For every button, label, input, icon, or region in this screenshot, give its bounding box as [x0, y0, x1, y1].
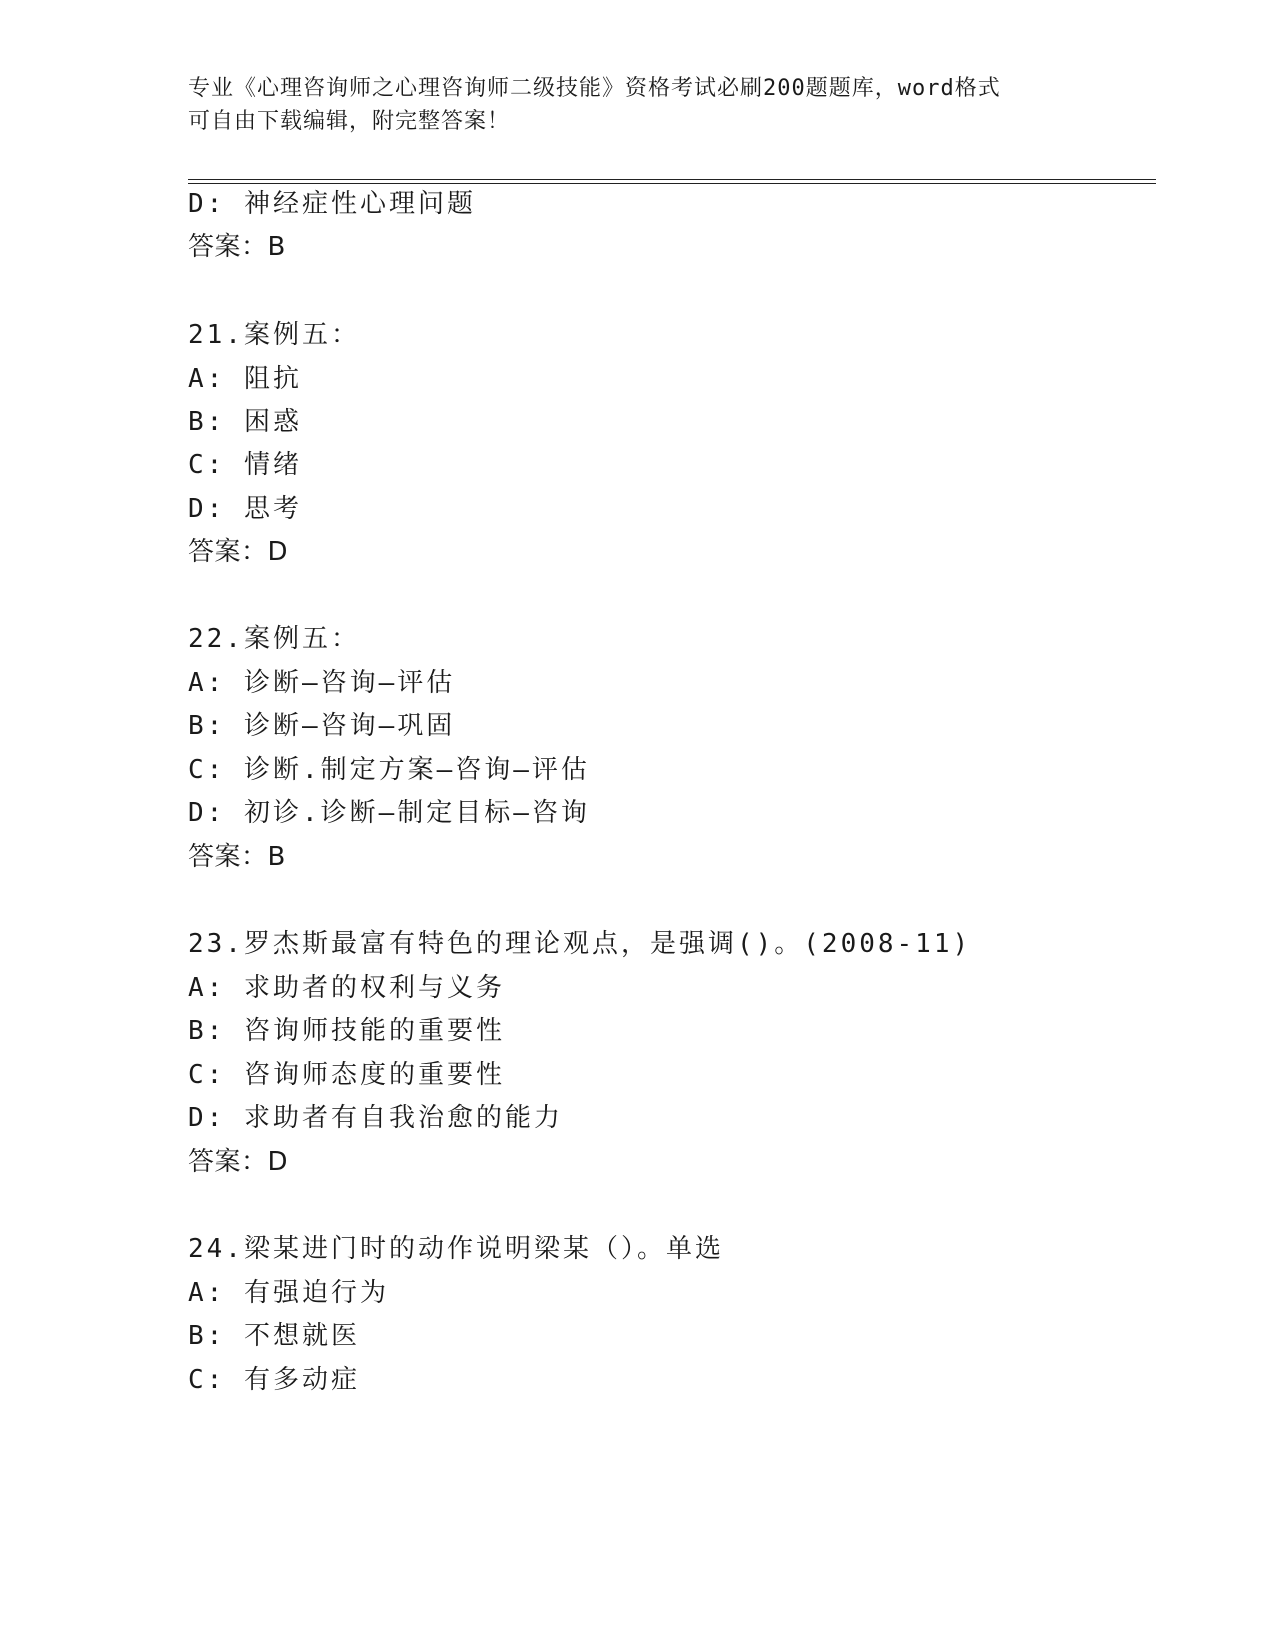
question-21-option-d: D: 思考: [188, 494, 302, 524]
header-line-2: 可自由下载编辑，附完整答案！: [188, 109, 511, 134]
question-21-answer: 答案：D: [188, 537, 289, 567]
question-22-option-c: C: 诊断.制定方案—咨询—评估: [188, 755, 590, 785]
question-23-answer: 答案：D: [188, 1147, 289, 1177]
question-24-option-b: B: 不想就医: [188, 1321, 360, 1351]
question-23-stem: 23.罗杰斯最富有特色的理论观点，是强调()。(2008-11): [188, 929, 972, 959]
question-22-option-a: A: 诊断—咨询—评估: [188, 668, 456, 698]
question-24-option-a: A: 有强迫行为: [188, 1278, 389, 1308]
continued-answer: 答案：B: [188, 232, 286, 262]
question-23-option-d: D: 求助者有自我治愈的能力: [188, 1103, 563, 1133]
question-23-option-a: A: 求助者的权利与义务: [188, 973, 505, 1003]
question-21-option-b: B: 困惑: [188, 407, 302, 437]
continued-option-d: D: 神经症性心理问题: [188, 189, 476, 219]
question-21-option-a: A: 阻抗: [188, 364, 302, 394]
header-line-1: 专业《心理咨询师之心理咨询师二级技能》资格考试必刷200题题库，word格式: [188, 76, 1001, 101]
question-22-option-d: D: 初诊.诊断—制定目标—咨询: [188, 798, 590, 828]
question-23-option-c: C: 咨询师态度的重要性: [188, 1060, 505, 1090]
question-23-option-b: B: 咨询师技能的重要性: [188, 1016, 505, 1046]
question-21-option-c: C: 情绪: [188, 450, 302, 480]
question-24-option-c: C: 有多动症: [188, 1365, 360, 1395]
question-list: [188, 0, 1148, 1650]
question-22-option-b: B: 诊断—咨询—巩固: [188, 711, 456, 741]
question-22-answer: 答案：B: [188, 842, 286, 872]
question-22-stem: 22.案例五：: [188, 624, 360, 654]
question-24-stem: 24.梁某进门时的动作说明梁某（）。单选: [188, 1234, 724, 1264]
question-21-stem: 21.案例五：: [188, 320, 360, 350]
